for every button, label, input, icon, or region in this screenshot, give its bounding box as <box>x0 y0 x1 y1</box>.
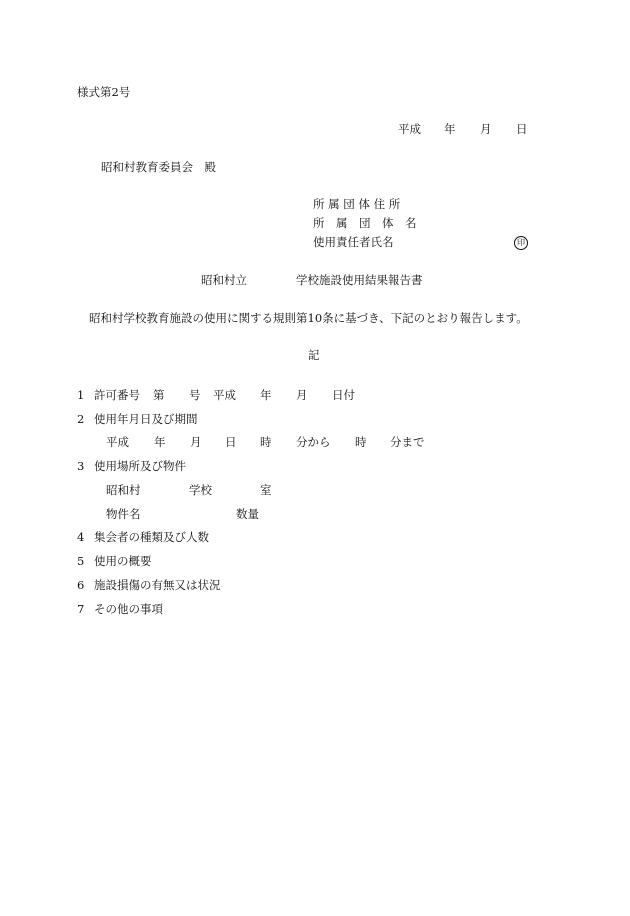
item5-number: 5 <box>77 554 85 568</box>
item2-label: 使用年月日及び期間 <box>94 412 198 426</box>
item1-era: 平成 <box>213 388 236 402</box>
item1-go: 号 <box>189 388 201 402</box>
item3-object-label: 物件名 <box>106 507 141 521</box>
item1-dai: 第 <box>153 388 165 402</box>
item3-number: 3 <box>77 459 85 473</box>
item3-quantity-label: 数量 <box>236 507 259 521</box>
item1-dated: 日付 <box>332 388 355 402</box>
item2-until: 分まで <box>390 435 425 449</box>
item3-room: 室 <box>260 483 272 497</box>
item5-label: 使用の概要 <box>94 554 152 568</box>
item2-number: 2 <box>77 412 85 426</box>
date-era: 平成 <box>398 122 421 136</box>
item4-label: 集会者の種類及び人数 <box>94 530 209 544</box>
item1-number: 1 <box>77 388 85 402</box>
item4-number: 4 <box>77 530 85 544</box>
item2-year: 年 <box>154 435 166 449</box>
item1-label: 許可番号 <box>94 388 140 402</box>
date-day: 日 <box>516 122 528 136</box>
document-title: 学校施設使用結果報告書 <box>296 273 423 287</box>
item2-day: 日 <box>225 435 237 449</box>
item7-label: その他の事項 <box>94 602 163 616</box>
form-number: 様式第2号 <box>77 85 131 99</box>
item2-from: 分から <box>296 435 331 449</box>
seal-mark: 印 <box>514 236 528 250</box>
item1-month: 月 <box>296 388 308 402</box>
body-text: 昭和村学校教育施設の使用に関する規則第10条に基づき、下記のとおり報告します。 <box>89 311 528 325</box>
group-name-label: 所 属 団 体 名 <box>313 216 417 230</box>
item6-number: 6 <box>77 578 85 592</box>
item2-hour-end: 時 <box>355 435 367 449</box>
item3-label: 使用場所及び物件 <box>94 459 186 473</box>
ki-heading: 記 <box>308 348 320 362</box>
item3-village: 昭和村 <box>106 483 141 497</box>
date-year: 年 <box>444 122 456 136</box>
title-prefix: 昭和村立 <box>201 273 247 287</box>
address-label: 所 属 団 体 住 所 <box>313 197 401 211</box>
item2-month: 月 <box>190 435 202 449</box>
item3-school: 学校 <box>189 483 212 497</box>
addressee: 昭和村教育委員会 殿 <box>101 160 216 174</box>
item7-number: 7 <box>77 602 85 616</box>
item1-year: 年 <box>260 388 272 402</box>
item2-era: 平成 <box>106 435 129 449</box>
item6-label: 施設損傷の有無又は状況 <box>94 578 221 592</box>
item2-hour-start: 時 <box>260 435 272 449</box>
responsible-person-label: 使用責任者氏名 <box>313 235 394 249</box>
date-month: 月 <box>480 122 492 136</box>
